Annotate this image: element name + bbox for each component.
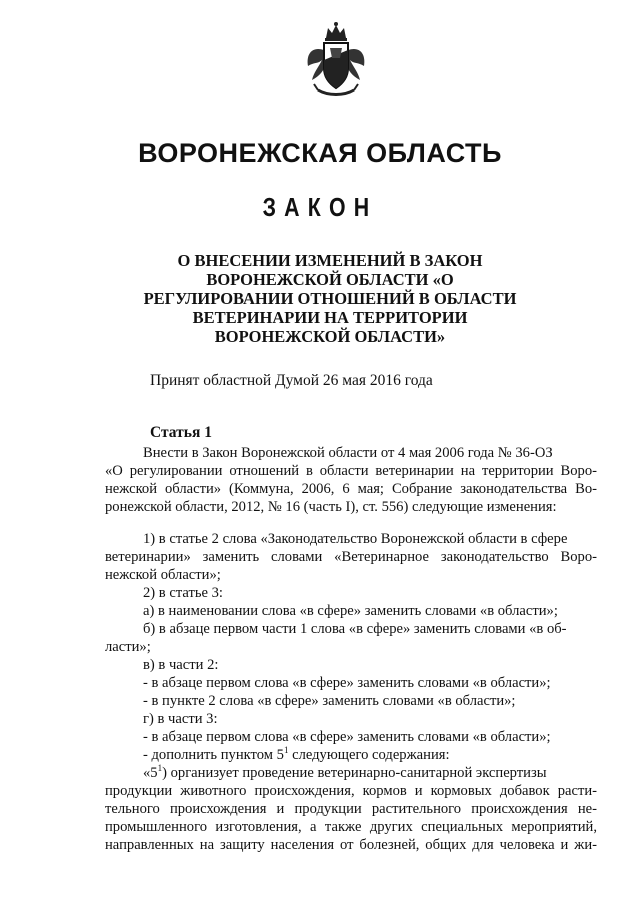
- text-line: [105, 764, 597, 782]
- text-line: в) в части 2:: [143, 657, 219, 673]
- text-fragment: следующего содержания:: [288, 747, 450, 763]
- text-line: нежской области»;: [105, 567, 221, 583]
- text-line: 2) в статье 3:: [143, 585, 223, 601]
- text-line: - в пункте 2 слова «в сфере» заменить словами «в области»;: [143, 693, 516, 709]
- voronezh-coat-of-arms-icon: [304, 20, 368, 100]
- text-line: ветеринарии» заменить словами «Ветеринарное законодательство Воро-: [105, 549, 597, 565]
- title-line: О ВНЕСЕНИИ ИЗМЕНЕНИЙ В ЗАКОН: [177, 251, 483, 270]
- text-line: ласти»;: [105, 639, 151, 655]
- title-line: ВОРОНЕЖСКОЙ ОБЛАСТИ»: [214, 327, 446, 346]
- text-line: б) в абзаце первом части 1 слова «в сфере» заменить словами «в об-: [143, 621, 567, 637]
- text-line: г) в части 3:: [143, 711, 218, 727]
- text-line: «О регулировании отношений в области ветеринарии на территории Воро-: [105, 463, 597, 479]
- superscript: 1: [157, 763, 163, 774]
- text-line: а) в наименовании слова «в сфере» заменить словами «в области»;: [143, 603, 558, 619]
- title-line: РЕГУЛИРОВАНИИ ОТНОШЕНИЙ В ОБЛАСТИ: [143, 289, 517, 308]
- article-amendments: [105, 530, 597, 854]
- text-line: - в абзаце первом слова «в сфере» заменить словами «в области»;: [143, 729, 551, 745]
- text-fragment: - дополнить пунктом 5: [143, 747, 284, 763]
- article-heading: Статья 1: [150, 424, 212, 441]
- text-line: Внести в Закон Воронежской области от 4 мая 2006 года № 36-ОЗ: [143, 445, 553, 461]
- text-line: продукции животного происхождения, кормов и кормовых добавок расти-: [105, 783, 597, 799]
- text-line: [105, 746, 597, 764]
- title-line: ВОРОНЕЖСКОЙ ОБЛАСТИ «О: [206, 270, 454, 289]
- law-title: [140, 251, 520, 346]
- text-line: направленных на защиту населения от болезней, общих для человека и жи-: [105, 837, 597, 853]
- article-intro: [105, 444, 597, 516]
- text-fragment: «5: [143, 765, 158, 781]
- text-line: ронежской области, 2012, № 16 (часть I), ст. 556) следующие изменения:: [105, 499, 557, 515]
- text-line: промышленного изготовления, а также других специальных мероприятий,: [105, 819, 597, 835]
- region-name: ВОРОНЕЖСКАЯ ОБЛАСТЬ: [138, 138, 502, 168]
- text-line: нежской области» (Коммуна, 2006, 6 мая; Собрание законодательства Во-: [105, 481, 597, 497]
- text-fragment: ) организует проведение ветеринарно-санитарной экспертизы: [162, 765, 547, 781]
- document-type: ЗАКОН: [262, 192, 378, 222]
- text-line: - в абзаце первом слова «в сфере» заменить словами «в области»;: [143, 675, 551, 691]
- adoption-date: Принят областной Думой 26 мая 2016 года: [150, 372, 433, 389]
- text-line: тельного происхождения и продукции растительного происхождения не-: [105, 801, 597, 817]
- text-line: 1) в статье 2 слова «Законодательство Воронежской области в сфере: [143, 531, 568, 547]
- superscript: 1: [283, 745, 289, 756]
- title-line: ВЕТЕРИНАРИИ НА ТЕРРИТОРИИ: [192, 308, 468, 327]
